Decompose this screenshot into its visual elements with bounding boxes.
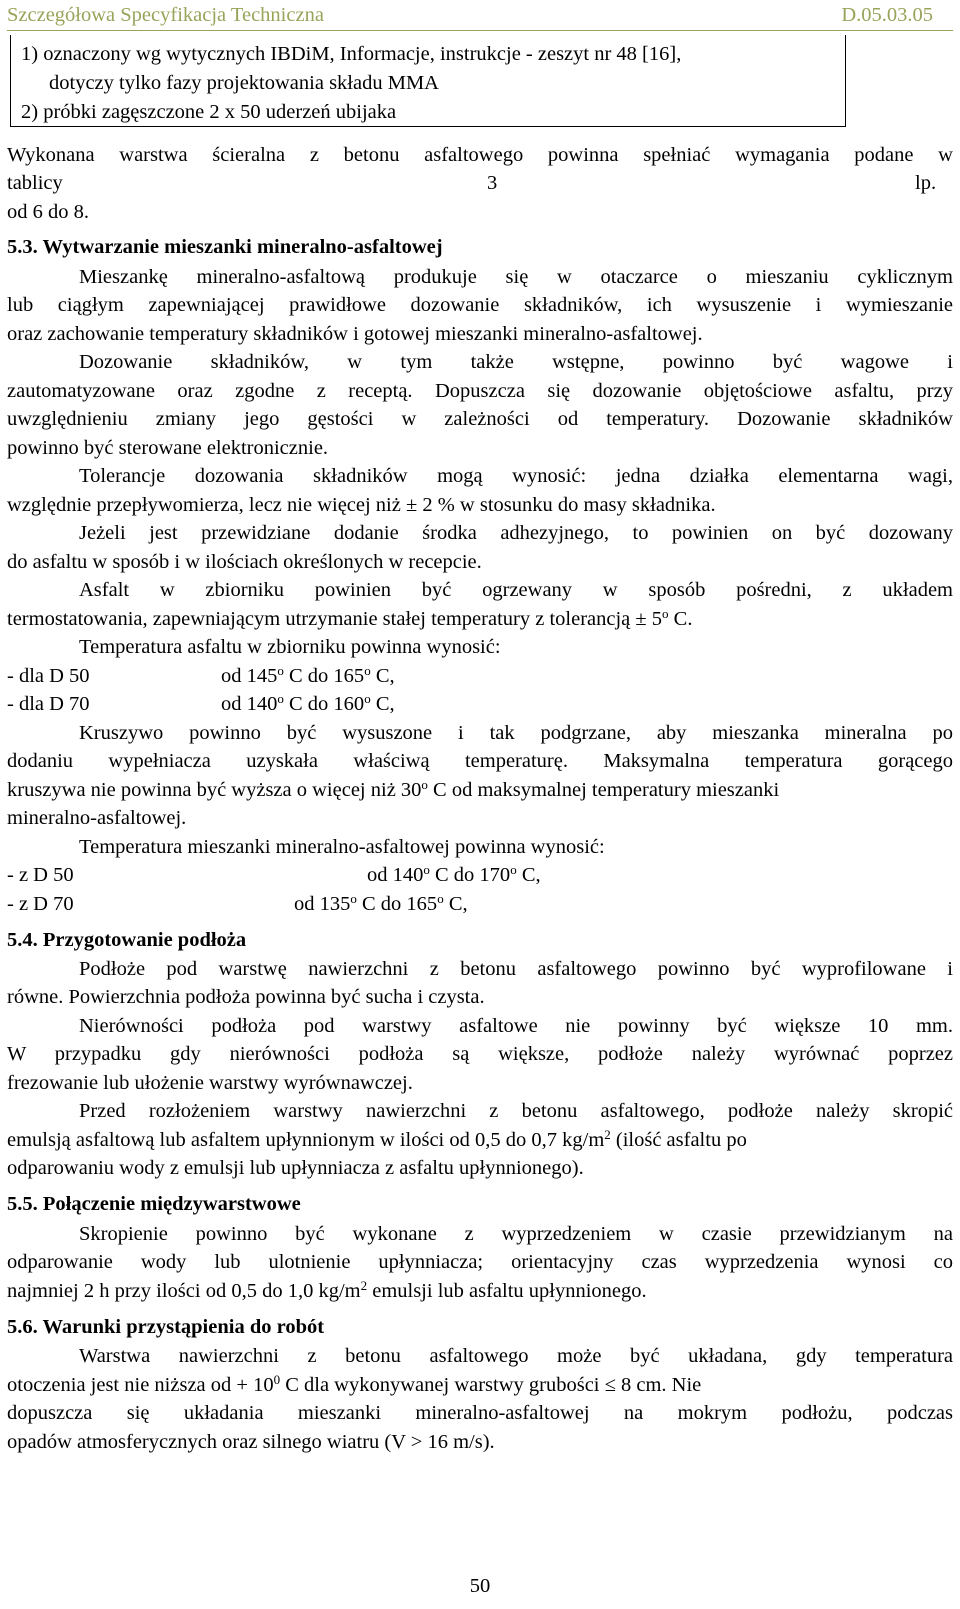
paragraph-line: lp. [915,172,937,194]
paragraph-line: dopuszcza się układania mieszanki mineralno-asfaltowej na mokrym podłożu, podczas [7,1402,953,1424]
section-heading: 5.5. Połączenie międzywarstwowe [7,1193,301,1215]
paragraph-line: Kruszywo powinno być wysuszone i tak podgrzane, aby mieszanka mineralna po [79,722,953,744]
note-line: 2) próbki zagęszczone 2 x 50 uderzeń ubijaka [21,101,397,123]
temp-row-value: od 140$^o$ C do 170$^o$ C, [367,862,541,886]
paragraph-line: emulsją asfaltową lub asfaltem upłynnionym w ilości od 0,5 do 0,7 $kg/m^2$ (ilość asfaltu po [7,1127,747,1151]
temp-row-value: od 140$^o$ C do 160$^o$ C, [221,691,395,715]
paragraph-line: Dozowanie składników, w tym także wstępne, powinno być wagowe i [79,351,953,373]
paragraph-line: powinno być sterowane elektronicznie. [7,437,329,459]
table-notes-box [10,35,846,127]
temp-row-label: - z D 70 [7,893,74,915]
temp-row-label: - dla D 50 [7,665,90,687]
paragraph-line: najmniej 2 h przy ilości od 0,5 do 1,0 $kg/m^2$ emulsji lub asfaltu upłynnionego. [7,1278,647,1302]
paragraph-line: termostatowania, zapewniającym utrzymanie stałej temperatury z tolerancją ± $5^o$ C. [7,606,693,630]
paragraph-line: opadów atmosferycznych oraz silnego wiatru (V > 16 m/s). [7,1431,495,1453]
section-heading: 5.6. Warunki przystąpienia do robót [7,1316,325,1338]
page-number: 50 [469,1575,491,1597]
paragraph-line: Mieszankę mineralno-asfaltową produkuje się w otaczarce o mieszaniu cyklicznym [79,266,953,288]
paragraph-line: W przypadku gdy nierówności podłoża są większe, podłoże należy wyrównać poprzez [7,1043,953,1065]
paragraph-line: do asfaltu w sposób i w ilościach określonych w recepcie. [7,551,482,573]
paragraph-line: równe. Powierzchnia podłoża powinna być sucha i czysta. [7,986,485,1008]
paragraph-line: Tolerancje dozowania składników mogą wynosić: jedna działka elementarna wagi, [79,465,953,487]
temp-row-value: od 145$^o$ C do 165$^o$ C, [221,663,395,687]
paragraph-line: Przed rozłożeniem warstwy nawierzchni z betonu asfaltowego, podłoże należy skropić [79,1100,953,1122]
paragraph-line: względnie przepływomierza, lecz nie więcej niż ± 2 % w stosunku do masy składnika. [7,494,716,516]
paragraph-line: frezowanie lub ułożenie warstwy wyrównawczej. [7,1072,413,1094]
paragraph-line: uwzględnieniu zmiany jego gęstości w zależności od temperatury. Dozowanie składników [7,408,953,430]
paragraph-line: mineralno-asfaltowej. [7,807,187,829]
paragraph-line: dodaniu wypełniacza uzyskała właściwą temperaturę. Maksymalna temperatura gorącego [7,750,953,772]
note-line: 1) oznaczony wg wytycznych IBDiM, Informacje, instrukcje - zeszyt nr 48 [16], [21,43,682,65]
page-header [7,0,953,31]
paragraph-line: 3 [487,172,498,194]
paragraph-line: tablicy [7,172,63,194]
paragraph-line: lub ciągłym zapewniającej prawidłowe dozowanie składników, ich wysuszenie i wymieszanie [7,294,953,316]
note-line: dotyczy tylko fazy projektowania składu MMA [49,72,439,94]
paragraph-line: odparowaniu wody z emulsji lub upłynniacza z asfaltu upłynnionego). [7,1157,584,1179]
header-title: Szczegółowa Specyfikacja Techniczna [7,4,324,26]
section-heading: 5.4. Przygotowanie podłoża [7,929,247,951]
paragraph-line: Wykonana warstwa ścieralna z betonu asfaltowego powinna spełniać wymagania podane w [7,144,953,166]
paragraph-line: Temperatura mieszanki mineralno-asfaltowej powinna wynosić: [79,836,605,858]
section-heading: 5.3. Wytwarzanie mieszanki mineralno-asfaltowej [7,236,443,258]
header-code: D.05.03.05 [841,4,933,26]
paragraph-line: odparowanie wody lub ulotnienie upłynniacza; orientacyjny czas wyprzedzenia wynosi co [7,1251,953,1273]
paragraph-line: Temperatura asfaltu w zbiorniku powinna wynosić: [79,636,501,658]
paragraph-line: Skropienie powinno być wykonane z wyprzedzeniem w czasie przewidzianym na [79,1223,953,1245]
paragraph-line: Nierówności podłoża pod warstwy asfaltowe nie powinny być większe 10 mm. [79,1015,953,1037]
paragraph-line: kruszywa nie powinna być wyższa o więcej niż 30$^o$ C od maksymalnej temperatury mieszanki [7,777,780,801]
paragraph-line: od 6 do 8. [7,201,89,223]
paragraph-line: Warstwa nawierzchni z betonu asfaltowego może być układana, gdy temperatura [79,1345,953,1367]
paragraph-line: otoczenia jest nie niższa od + $10^0$ C dla wykonywanej warstwy grubości ≤ 8 cm. Nie [7,1372,702,1396]
temp-row-label: - z D 50 [7,864,74,886]
paragraph-line: Jeżeli jest przewidziane dodanie środka adhezyjnego, to powinien on być dozowany [79,522,953,544]
paragraph-line: zautomatyzowane oraz zgodne z receptą. Dopuszcza się dozowanie objętościowe asfaltu, przy [7,380,953,402]
temp-row-label: - dla D 70 [7,693,90,715]
paragraph-line: oraz zachowanie temperatury składników i gotowej mieszanki mineralno-asfaltowej. [7,323,703,345]
temp-row-value: od 135$^o$ C do 165$^o$ C, [294,891,468,915]
paragraph-line: Asfalt w zbiorniku powinien być ogrzewany w sposób pośredni, z układem [79,579,953,601]
paragraph-line: Podłoże pod warstwę nawierzchni z betonu asfaltowego powinno być wyprofilowane i [79,958,953,980]
